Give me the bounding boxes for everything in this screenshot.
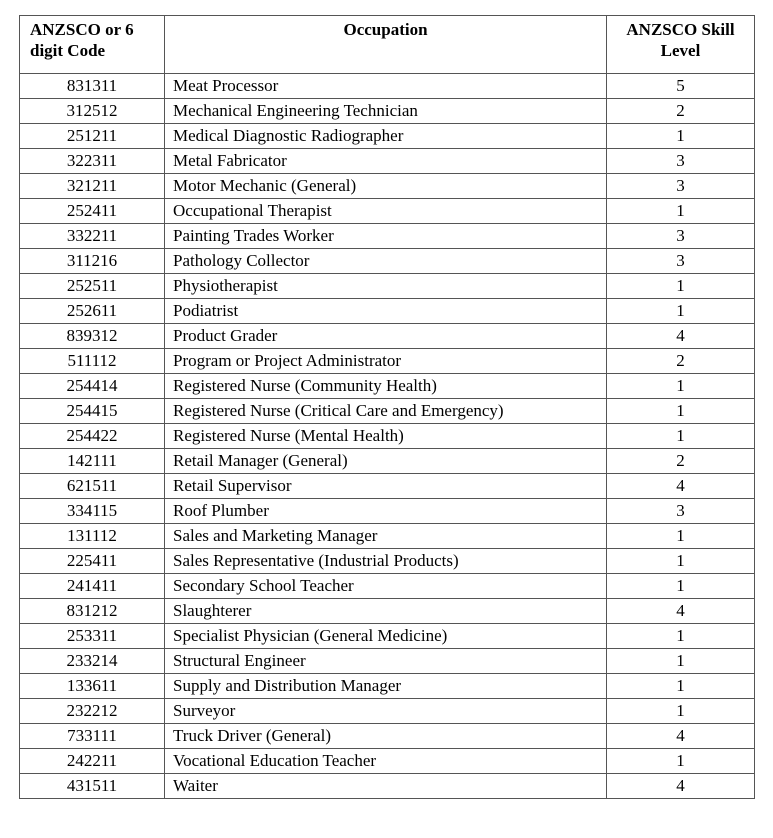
cell-code: 233214 (20, 649, 165, 674)
header-code: ANZSCO or 6 digit Code (20, 16, 165, 74)
table-row (20, 174, 755, 199)
cell-occupation: Slaughterer (165, 599, 607, 624)
cell-occupation: Secondary School Teacher (165, 574, 607, 599)
cell-skill-level: 3 (607, 174, 755, 199)
table-row (20, 349, 755, 374)
cell-skill-level: 1 (607, 524, 755, 549)
cell-skill-level: 1 (607, 199, 755, 224)
cell-skill-level: 1 (607, 274, 755, 299)
cell-code: 252411 (20, 199, 165, 224)
cell-skill-level: 3 (607, 249, 755, 274)
cell-code: 142111 (20, 449, 165, 474)
table-row (20, 149, 755, 174)
cell-code: 131112 (20, 524, 165, 549)
cell-code: 322311 (20, 149, 165, 174)
cell-skill-level: 3 (607, 149, 755, 174)
cell-code: 252611 (20, 299, 165, 324)
cell-skill-level: 1 (607, 124, 755, 149)
table-row (20, 474, 755, 499)
cell-skill-level: 1 (607, 424, 755, 449)
cell-occupation: Waiter (165, 774, 607, 799)
table-row (20, 99, 755, 124)
table-row (20, 74, 755, 99)
cell-occupation: Registered Nurse (Community Health) (165, 374, 607, 399)
table-row (20, 724, 755, 749)
cell-code: 334115 (20, 499, 165, 524)
table-row (20, 199, 755, 224)
cell-code: 254414 (20, 374, 165, 399)
cell-occupation: Surveyor (165, 699, 607, 724)
cell-code: 252511 (20, 274, 165, 299)
cell-occupation: Program or Project Administrator (165, 349, 607, 374)
table-row (20, 774, 755, 799)
table-row (20, 599, 755, 624)
cell-skill-level: 1 (607, 624, 755, 649)
table-row (20, 449, 755, 474)
cell-code: 839312 (20, 324, 165, 349)
cell-occupation: Pathology Collector (165, 249, 607, 274)
cell-occupation: Vocational Education Teacher (165, 749, 607, 774)
cell-occupation: Product Grader (165, 324, 607, 349)
cell-skill-level: 4 (607, 324, 755, 349)
cell-skill-level: 1 (607, 649, 755, 674)
cell-skill-level: 1 (607, 574, 755, 599)
cell-code: 312512 (20, 99, 165, 124)
cell-occupation: Supply and Distribution Manager (165, 674, 607, 699)
cell-skill-level: 1 (607, 699, 755, 724)
cell-occupation: Retail Supervisor (165, 474, 607, 499)
cell-code: 254415 (20, 399, 165, 424)
cell-code: 511112 (20, 349, 165, 374)
cell-occupation: Retail Manager (General) (165, 449, 607, 474)
cell-occupation: Podiatrist (165, 299, 607, 324)
cell-occupation: Medical Diagnostic Radiographer (165, 124, 607, 149)
table-row (20, 274, 755, 299)
cell-code: 232212 (20, 699, 165, 724)
cell-code: 242211 (20, 749, 165, 774)
table-row (20, 674, 755, 699)
table-row (20, 649, 755, 674)
cell-skill-level: 2 (607, 449, 755, 474)
cell-code: 254422 (20, 424, 165, 449)
cell-code: 621511 (20, 474, 165, 499)
cell-skill-level: 1 (607, 374, 755, 399)
occupation-table (19, 15, 755, 799)
cell-skill-level: 5 (607, 74, 755, 99)
cell-code: 241411 (20, 574, 165, 599)
cell-code: 311216 (20, 249, 165, 274)
table-row (20, 299, 755, 324)
header-skill-level: ANZSCO Skill Level (607, 16, 755, 74)
cell-occupation: Meat Processor (165, 74, 607, 99)
cell-occupation: Specialist Physician (General Medicine) (165, 624, 607, 649)
table-row (20, 124, 755, 149)
cell-skill-level: 1 (607, 399, 755, 424)
cell-occupation: Occupational Therapist (165, 199, 607, 224)
cell-code: 831311 (20, 74, 165, 99)
table-row (20, 224, 755, 249)
cell-occupation: Mechanical Engineering Technician (165, 99, 607, 124)
cell-skill-level: 1 (607, 299, 755, 324)
cell-skill-level: 1 (607, 549, 755, 574)
cell-occupation: Painting Trades Worker (165, 224, 607, 249)
cell-skill-level: 3 (607, 499, 755, 524)
cell-occupation: Sales and Marketing Manager (165, 524, 607, 549)
table-row (20, 549, 755, 574)
cell-skill-level: 2 (607, 349, 755, 374)
cell-code: 133611 (20, 674, 165, 699)
cell-code: 251211 (20, 124, 165, 149)
cell-skill-level: 4 (607, 774, 755, 799)
cell-code: 431511 (20, 774, 165, 799)
cell-occupation: Sales Representative (Industrial Products) (165, 549, 607, 574)
cell-skill-level: 1 (607, 749, 755, 774)
table-row (20, 699, 755, 724)
table-row (20, 749, 755, 774)
cell-occupation: Truck Driver (General) (165, 724, 607, 749)
table-row (20, 374, 755, 399)
cell-occupation: Registered Nurse (Mental Health) (165, 424, 607, 449)
cell-code: 321211 (20, 174, 165, 199)
cell-skill-level: 4 (607, 724, 755, 749)
cell-skill-level: 2 (607, 99, 755, 124)
table-row (20, 424, 755, 449)
header-row (20, 16, 755, 74)
cell-skill-level: 1 (607, 674, 755, 699)
cell-code: 831212 (20, 599, 165, 624)
table-row (20, 399, 755, 424)
cell-skill-level: 4 (607, 474, 755, 499)
cell-code: 733111 (20, 724, 165, 749)
table-row (20, 249, 755, 274)
cell-code: 225411 (20, 549, 165, 574)
cell-code: 332211 (20, 224, 165, 249)
cell-occupation: Roof Plumber (165, 499, 607, 524)
header-occupation: Occupation (165, 16, 607, 74)
table-body (20, 74, 755, 799)
cell-skill-level: 4 (607, 599, 755, 624)
cell-occupation: Registered Nurse (Critical Care and Emergency) (165, 399, 607, 424)
cell-occupation: Metal Fabricator (165, 149, 607, 174)
cell-occupation: Structural Engineer (165, 649, 607, 674)
cell-skill-level: 3 (607, 224, 755, 249)
table-row (20, 624, 755, 649)
cell-occupation: Motor Mechanic (General) (165, 174, 607, 199)
cell-occupation: Physiotherapist (165, 274, 607, 299)
table-row (20, 499, 755, 524)
table-row (20, 574, 755, 599)
table-row (20, 324, 755, 349)
cell-code: 253311 (20, 624, 165, 649)
table-row (20, 524, 755, 549)
